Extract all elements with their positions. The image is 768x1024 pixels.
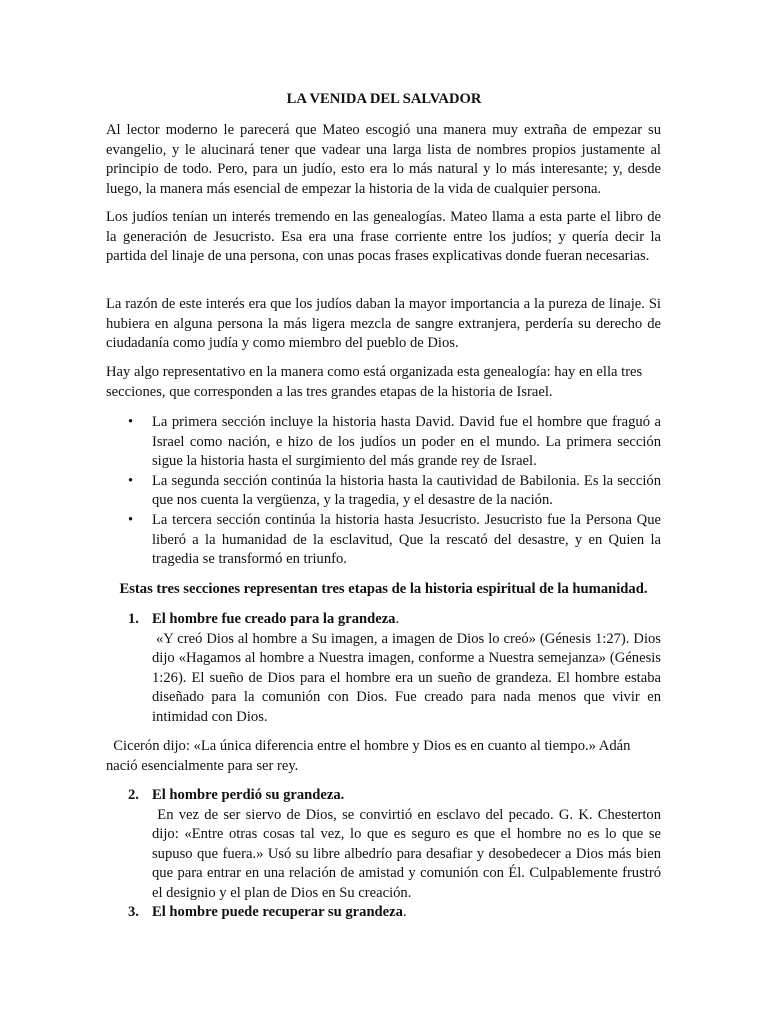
bullet-text: La primera sección incluye la historia hasta David. David fue el hombre que fraguó a Israel como nación, e hizo de los judíos un poder en el mundo. La primera sección sigue la historia hasta el surgimiento del más grande rey de Israel. — [152, 414, 661, 470]
item-heading: El hombre fue creado para la grandeza — [152, 611, 396, 627]
paragraph-2: Los judíos tenían un interés tremendo en las genealogías. Mateo llama a esta parte el libro de la generación de Jesucristo. Esa era una frase corriente entre los judíos; y quería decir la partida del linaje de una persona, con unas pocas frases explicativas donde fueran necesarias. — [106, 209, 661, 265]
numbered-item-1 — [106, 610, 665, 728]
paragraph-4: Hay algo representativo en la manera como está organizada esta genealogía: hay en ella tres secciones, que corresponden a las tres grandes etapas de la historia de Israel. — [106, 364, 643, 400]
bullet-icon: • — [128, 511, 134, 528]
bullet-text: La segunda sección continúa la historia hasta la cautividad de Babilonia. Es la sección que nos cuenta la vergüenza, y la tragedia, y el desastre de la nación. — [152, 472, 661, 509]
numbered-item-3 — [106, 903, 661, 923]
bullet-item-3 — [106, 511, 661, 570]
item-number: 1. — [128, 611, 139, 627]
item-body: En vez de ser siervo de Dios, se convirtió en esclavo del pecado. G. K. Chesterton dijo: «Entre otras cosas tal vez, lo que es seguro es que el hombre no es lo que se supuso que fuera.» Usó su libre albedrío para desafiar y desobedecer a Dios más bien que para entrar en una relación de amistad y comunión con Él. Culpablemente frustró el designio y el plan de Dios en Su creación. — [152, 806, 665, 901]
paragraph-3: La razón de este interés era que los judíos daban la mayor importancia a la pureza de linaje. Si hubiera en alguna persona la más ligera mezcla de sangre extranjera, perdería su derecho de ciudadanía como judía y como miembro del pueblo de Dios. — [106, 296, 661, 352]
item-heading: El hombre perdió su grandeza. — [152, 787, 345, 803]
bullet-icon: • — [128, 414, 134, 430]
sections-bullet-list — [106, 413, 661, 570]
bullet-icon: • — [128, 472, 134, 489]
bullet-item-2 — [106, 472, 661, 511]
bullet-text: La tercera sección continúa la historia hasta Jesucristo. Jesucristo fue la Persona Que liberó a la humanidad de la esclavitud, Que la rescató del desastre, y en Quien la tragedia se transformó en triunfo. — [152, 511, 661, 568]
item-number: 3. — [128, 904, 139, 920]
section-heading: Estas tres secciones representan tres etapas de la historia espiritual de la humanidad. — [119, 581, 648, 597]
numbered-item-2 — [106, 786, 665, 904]
item-heading-suffix: . — [395, 611, 400, 627]
item-body: «Y creó Dios al hombre a Su imagen, a imagen de Dios lo creó» (Génesis 1:27). Dios dijo «Hagamos al hombre a Nuestra imagen, conforme a Nuestra semejanza» (Génesis 1:26). El sueño de Dios para el hombre era un sueño de grandeza. El hombre estaba diseñado para la comunión con Dios. Fue creado para nada menos que vivir en intimidad con Dios. — [152, 630, 665, 725]
paragraph-1: Al lector moderno le parecerá que Mateo escogió una manera muy extraña de empezar su evangelio, y le alucinará tener que vadear una larga lista de nombres propios justamente al principio de todo. Pero, para un judío, esto era lo más natural y lo más interesante; y, desde luego, la manera más esencial de empezar la historia de la vida de cualquier persona. — [106, 122, 661, 197]
document-title: LA VENIDA DEL SALVADOR — [286, 91, 482, 107]
item-heading: El hombre puede recuperar su grandeza — [152, 904, 403, 920]
item-number: 2. — [128, 787, 139, 803]
item-heading-suffix: . — [402, 904, 407, 920]
bullet-item-1 — [106, 413, 661, 472]
cicero-paragraph: Cicerón dijo: «La única diferencia entre el hombre y Dios es en cuanto al tiempo.» Adán nació esencialmente para ser rey. — [106, 738, 635, 774]
